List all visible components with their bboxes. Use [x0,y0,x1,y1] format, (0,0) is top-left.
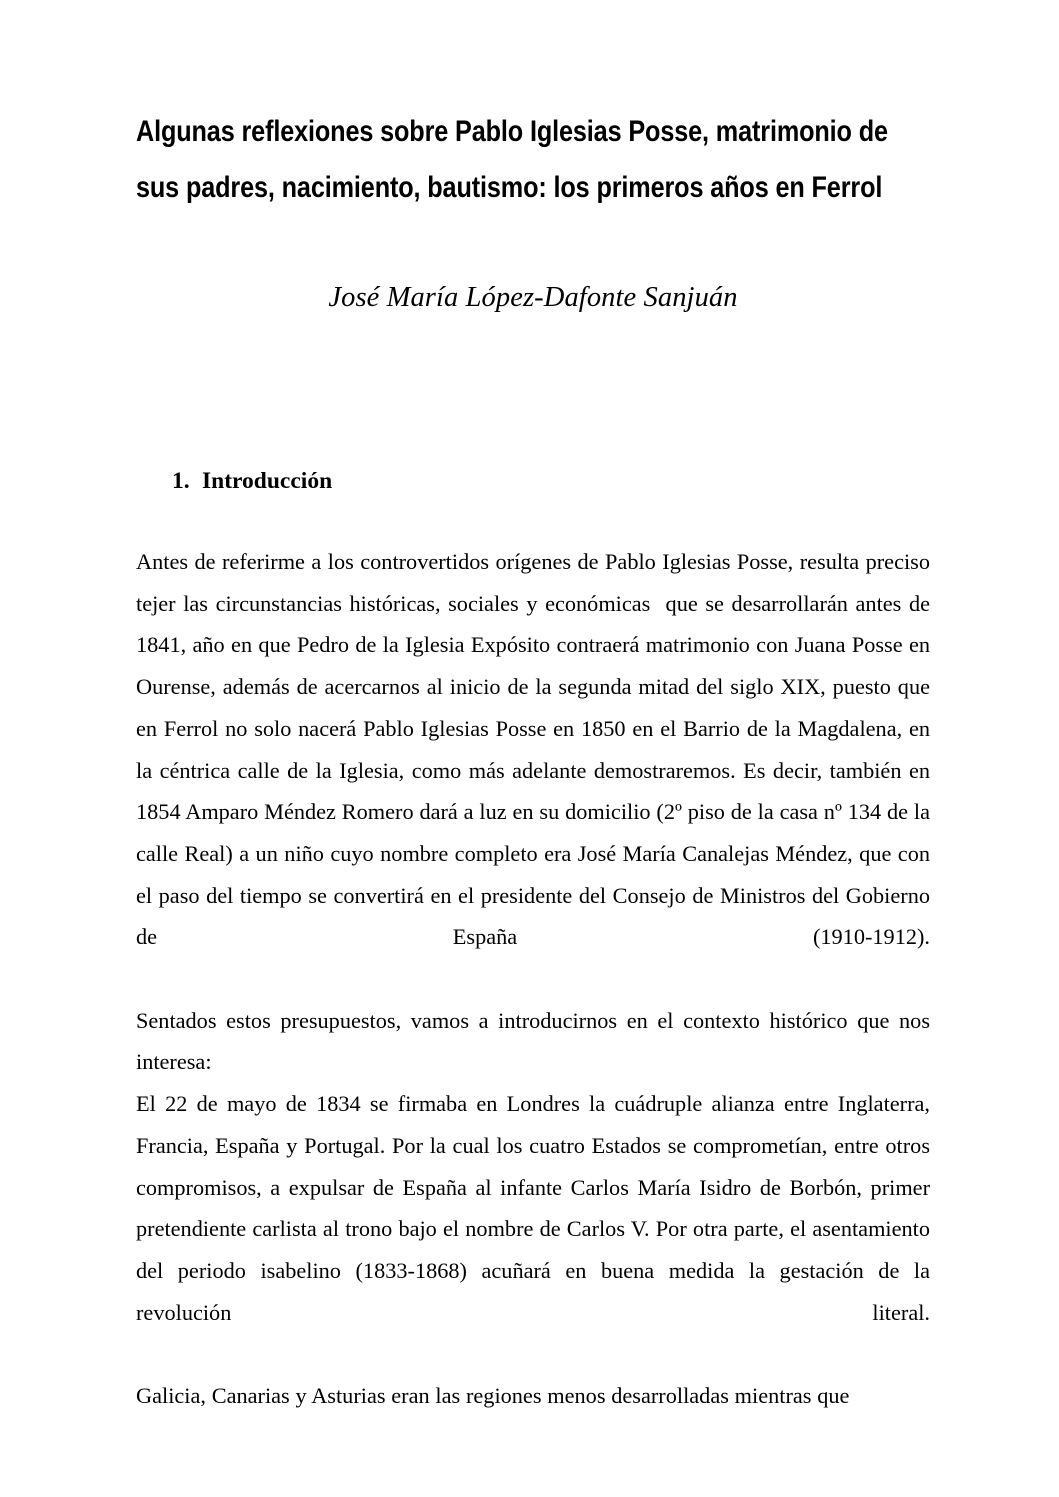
section-heading-introduccion [136,318,930,496]
author-name: José María López-Dafonte Sanjuán [328,282,738,313]
page-title-line-2: sus padres, nacimiento, bautismo: los primeros años en Ferrol [136,171,883,204]
paragraph-3: El 22 de mayo de 1834 se firmaba en Londres la cuádruple alianza entre Inglaterra, Francia, España y Portugal. Por la cual los cuatro Estados se comprometían, entre otros compromisos, a expulsar de España al infante Carlos María Isidro de Borbón, primer pretendiente carlista al trono bajo el nombre de Carlos V. Por otra parte, el asentamiento del periodo isabelino (1833-1868) acuñará en buena medida la gestación de la revolución literal. [136,1091,936,1325]
paragraph-4: Galicia, Canarias y Asturias eran las regiones menos desarrolladas mientras que [136,1383,850,1409]
body-text [136,496,936,1417]
page-title-line-1: Algunas reflexiones sobre Pablo Iglesias Posse, matrimonio de [136,115,888,148]
paragraph-1: Antes de referirme a los controvertidos orígenes de Pablo Iglesias Posse, resulta preciso tejer las circunstancias históricas, sociales y económicas que se desarrollarán antes de 1841, año en que Pedro de la Iglesia Expósito contraerá matrimonio con Juana Posse en Ourense, además de acercarnos al inicio de la segunda mitad del siglo XIX, puesto que en Ferrol no solo nacerá Pablo Iglesias Posse en 1850 en el Barrio de la Magdalena, en la céntrica calle de la Iglesia, como más adelante demostraremos. Es decir, también en 1854 Amparo Méndez Romero dará a luz en su domicilio (2º piso de la casa nº 134 de la calle Real) a un niño cuyo nombre completo era José María Canalejas Méndez, que con el paso del tiempo se convertirá en el presidente del Consejo de Ministros del Gobierno de España (1910-1912). [136,549,936,950]
section-heading-label: Introducción [202,468,333,494]
paragraph-2: Sentados estos presupuestos, vamos a introducirnos en el contexto histórico que nos interesa: [136,1007,936,1075]
page-title [136,0,930,216]
page-content [136,0,936,1417]
section-number: 1. [172,468,190,494]
